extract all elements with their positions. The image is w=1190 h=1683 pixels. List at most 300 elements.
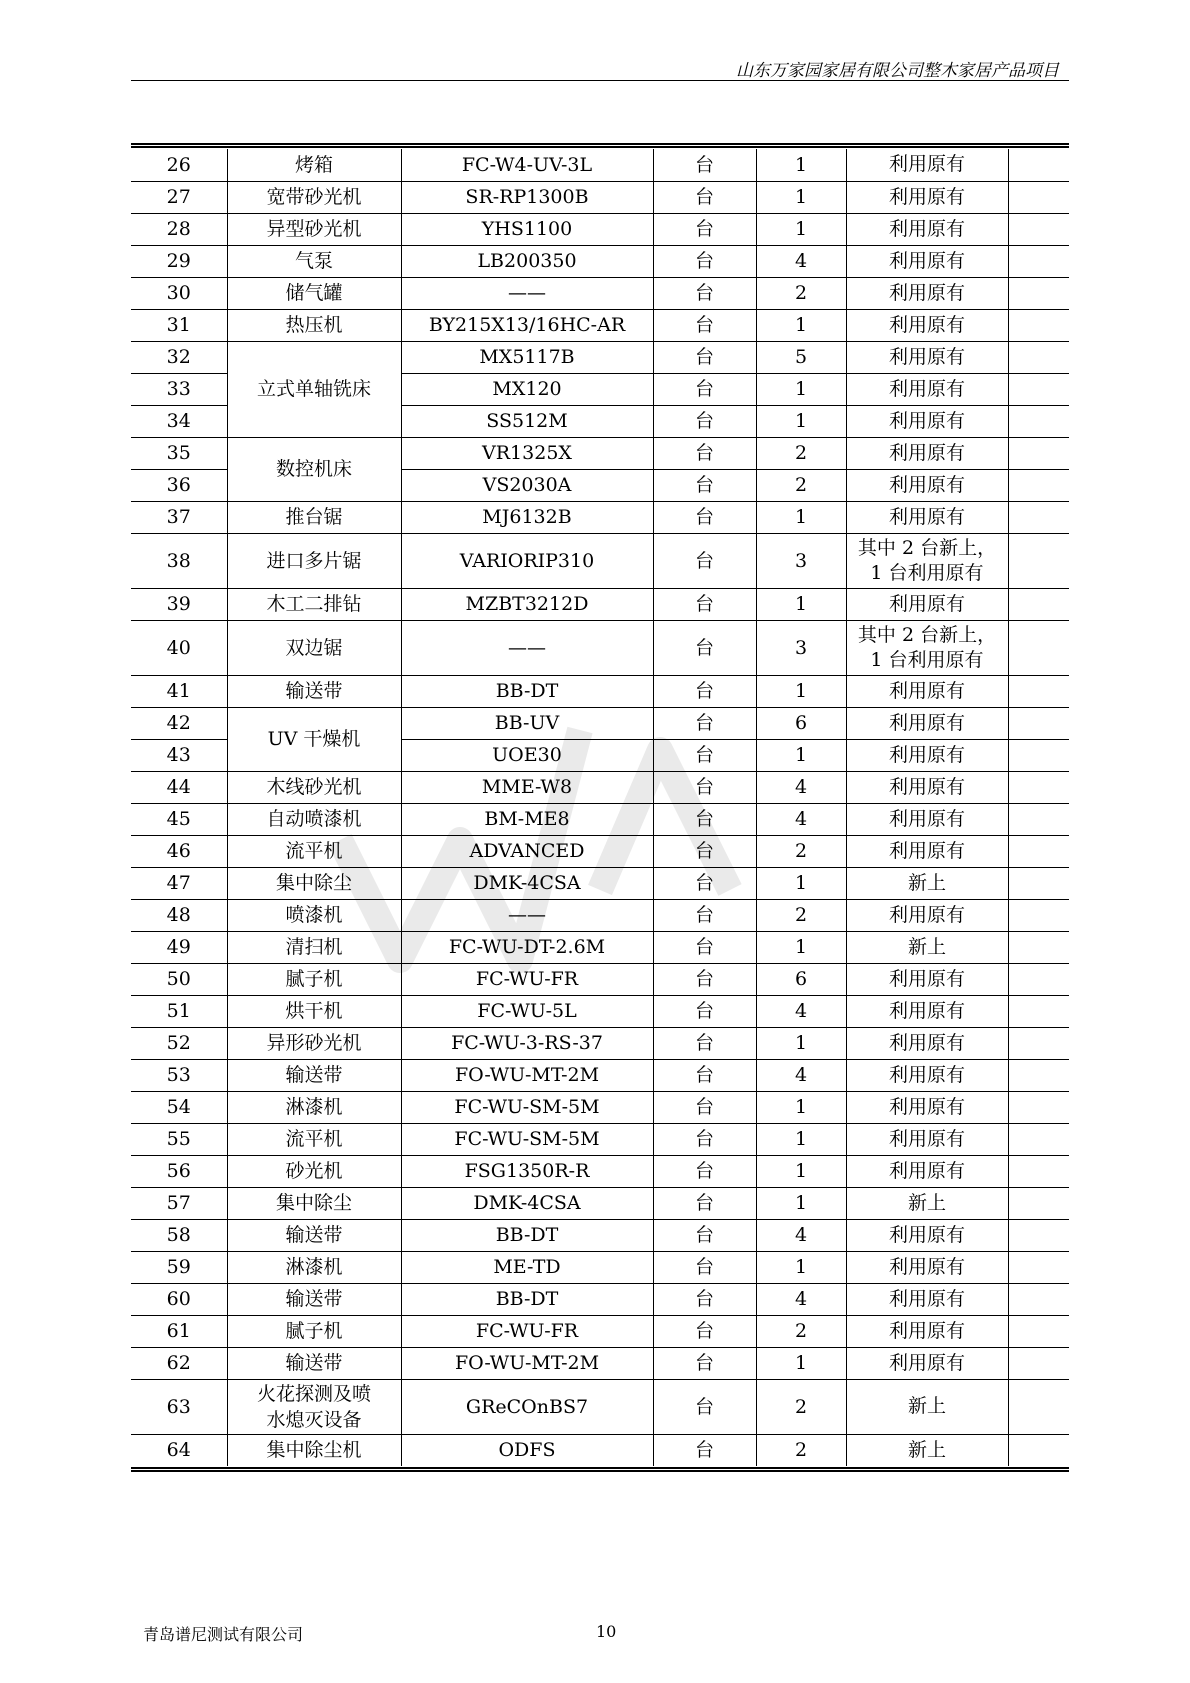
table-row bbox=[131, 675, 1069, 707]
cell-unit: 台 bbox=[653, 469, 756, 501]
cell-unit: 台 bbox=[653, 1027, 756, 1059]
cell-equipment-name: 木线砂光机 bbox=[227, 771, 401, 803]
cell-unit: 台 bbox=[653, 1091, 756, 1123]
cell-model: FC-WU-FR bbox=[401, 1315, 653, 1347]
cell-unit: 台 bbox=[653, 835, 756, 867]
cell-quantity: 2 bbox=[756, 899, 846, 931]
cell-index: 47 bbox=[131, 867, 227, 899]
cell-note: 利用原有 bbox=[846, 469, 1008, 501]
cell-model: FC-WU-DT-2.6M bbox=[401, 931, 653, 963]
cell-unit: 台 bbox=[653, 405, 756, 437]
cell-model: ME-TD bbox=[401, 1251, 653, 1283]
cell-equipment-name: 自动喷漆机 bbox=[227, 803, 401, 835]
cell-equipment-name: 宽带砂光机 bbox=[227, 181, 401, 213]
cell-model: BB-DT bbox=[401, 1219, 653, 1251]
cell-unit: 台 bbox=[653, 1283, 756, 1315]
table-row bbox=[131, 1251, 1069, 1283]
cell-note: 利用原有 bbox=[846, 1315, 1008, 1347]
footer-company: 青岛谱尼测试有限公司 bbox=[143, 1625, 304, 1644]
cell-equipment-name: 清扫机 bbox=[227, 931, 401, 963]
cell-index: 32 bbox=[131, 341, 227, 373]
table-row bbox=[131, 995, 1069, 1027]
table-row bbox=[131, 1379, 1069, 1434]
cell-note: 利用原有 bbox=[846, 501, 1008, 533]
cell-model: MX120 bbox=[401, 373, 653, 405]
cell-quantity: 1 bbox=[756, 501, 846, 533]
cell-index: 38 bbox=[131, 533, 227, 588]
cell-note: 利用原有 bbox=[846, 1091, 1008, 1123]
cell-quantity: 1 bbox=[756, 1251, 846, 1283]
table-row bbox=[131, 1187, 1069, 1219]
cell-unit: 台 bbox=[653, 707, 756, 739]
cell-blank bbox=[1008, 867, 1069, 899]
cell-equipment-name: 烤箱 bbox=[227, 149, 401, 181]
cell-equipment-name: 流平机 bbox=[227, 835, 401, 867]
cell-quantity: 1 bbox=[756, 213, 846, 245]
cell-unit: 台 bbox=[653, 437, 756, 469]
cell-blank bbox=[1008, 1219, 1069, 1251]
cell-unit: 台 bbox=[653, 181, 756, 213]
cell-unit: 台 bbox=[653, 1347, 756, 1379]
cell-note: 利用原有 bbox=[846, 963, 1008, 995]
cell-unit: 台 bbox=[653, 213, 756, 245]
table-row bbox=[131, 803, 1069, 835]
cell-quantity: 2 bbox=[756, 277, 846, 309]
table-row bbox=[131, 620, 1069, 675]
cell-model: BM-ME8 bbox=[401, 803, 653, 835]
cell-note: 利用原有 bbox=[846, 1283, 1008, 1315]
cell-equipment-name: 异形砂光机 bbox=[227, 1027, 401, 1059]
cell-note: 利用原有 bbox=[846, 149, 1008, 181]
cell-quantity: 2 bbox=[756, 1379, 846, 1434]
cell-blank bbox=[1008, 405, 1069, 437]
cell-blank bbox=[1008, 1187, 1069, 1219]
table-row bbox=[131, 1027, 1069, 1059]
cell-note: 利用原有 bbox=[846, 995, 1008, 1027]
cell-model: BY215X13/16HC-AR bbox=[401, 309, 653, 341]
table-row bbox=[131, 1347, 1069, 1379]
cell-note: 利用原有 bbox=[846, 1251, 1008, 1283]
cell-note: 利用原有 bbox=[846, 309, 1008, 341]
cell-note: 利用原有 bbox=[846, 341, 1008, 373]
cell-model: FC-WU-3-RS-37 bbox=[401, 1027, 653, 1059]
cell-model: FSG1350R-R bbox=[401, 1155, 653, 1187]
cell-note: 利用原有 bbox=[846, 245, 1008, 277]
cell-index: 43 bbox=[131, 739, 227, 771]
cell-note: 利用原有 bbox=[846, 899, 1008, 931]
cell-index: 62 bbox=[131, 1347, 227, 1379]
cell-quantity: 1 bbox=[756, 373, 846, 405]
cell-index: 53 bbox=[131, 1059, 227, 1091]
cell-index: 56 bbox=[131, 1155, 227, 1187]
page-header: 山东万家园家居有限公司整木家居产品项目 bbox=[736, 61, 1059, 81]
table-row bbox=[131, 1123, 1069, 1155]
cell-unit: 台 bbox=[653, 1059, 756, 1091]
cell-quantity: 4 bbox=[756, 1219, 846, 1251]
cell-unit: 台 bbox=[653, 341, 756, 373]
cell-unit: 台 bbox=[653, 899, 756, 931]
cell-note: 利用原有 bbox=[846, 373, 1008, 405]
cell-blank bbox=[1008, 1434, 1069, 1466]
table-row bbox=[131, 213, 1069, 245]
cell-quantity: 1 bbox=[756, 181, 846, 213]
cell-blank bbox=[1008, 469, 1069, 501]
cell-blank bbox=[1008, 675, 1069, 707]
cell-model: VR1325X bbox=[401, 437, 653, 469]
cell-unit: 台 bbox=[653, 501, 756, 533]
cell-unit: 台 bbox=[653, 739, 756, 771]
cell-model: MX5117B bbox=[401, 341, 653, 373]
cell-equipment-name: 腻子机 bbox=[227, 963, 401, 995]
cell-equipment-name: 木工二排钻 bbox=[227, 588, 401, 620]
table-row bbox=[131, 1059, 1069, 1091]
cell-note: 其中 2 台新上， 1 台利用原有 bbox=[846, 620, 1008, 675]
cell-blank bbox=[1008, 437, 1069, 469]
cell-equipment-name: 输送带 bbox=[227, 1347, 401, 1379]
cell-equipment-name: 火花探测及喷 水熄灭设备 bbox=[227, 1379, 401, 1434]
cell-quantity: 4 bbox=[756, 995, 846, 1027]
cell-quantity: 4 bbox=[756, 245, 846, 277]
cell-quantity: 6 bbox=[756, 707, 846, 739]
cell-equipment-name: 储气罐 bbox=[227, 277, 401, 309]
cell-model: UOE30 bbox=[401, 739, 653, 771]
cell-index: 31 bbox=[131, 309, 227, 341]
cell-quantity: 3 bbox=[756, 533, 846, 588]
cell-blank bbox=[1008, 739, 1069, 771]
cell-quantity: 1 bbox=[756, 1123, 846, 1155]
cell-quantity: 1 bbox=[756, 1187, 846, 1219]
cell-quantity: 1 bbox=[756, 1347, 846, 1379]
cell-quantity: 1 bbox=[756, 1155, 846, 1187]
cell-model: ODFS bbox=[401, 1434, 653, 1466]
cell-index: 59 bbox=[131, 1251, 227, 1283]
cell-quantity: 1 bbox=[756, 931, 846, 963]
cell-model: FO-WU-MT-2M bbox=[401, 1347, 653, 1379]
cell-equipment-name: 集中除尘 bbox=[227, 1187, 401, 1219]
table-row bbox=[131, 1315, 1069, 1347]
cell-equipment-name: 双边锯 bbox=[227, 620, 401, 675]
cell-note: 利用原有 bbox=[846, 1027, 1008, 1059]
cell-blank bbox=[1008, 277, 1069, 309]
cell-quantity: 1 bbox=[756, 149, 846, 181]
cell-blank bbox=[1008, 899, 1069, 931]
cell-quantity: 2 bbox=[756, 835, 846, 867]
cell-equipment-name: 淋漆机 bbox=[227, 1091, 401, 1123]
cell-blank bbox=[1008, 1315, 1069, 1347]
cell-index: 37 bbox=[131, 501, 227, 533]
cell-note: 利用原有 bbox=[846, 1219, 1008, 1251]
cell-quantity: 6 bbox=[756, 963, 846, 995]
cell-index: 57 bbox=[131, 1187, 227, 1219]
cell-unit: 台 bbox=[653, 931, 756, 963]
cell-blank bbox=[1008, 501, 1069, 533]
cell-index: 40 bbox=[131, 620, 227, 675]
cell-index: 45 bbox=[131, 803, 227, 835]
cell-quantity: 4 bbox=[756, 1059, 846, 1091]
cell-unit: 台 bbox=[653, 1219, 756, 1251]
table-row bbox=[131, 588, 1069, 620]
cell-blank bbox=[1008, 245, 1069, 277]
cell-quantity: 1 bbox=[756, 1027, 846, 1059]
table-row bbox=[131, 149, 1069, 181]
cell-quantity: 5 bbox=[756, 341, 846, 373]
cell-blank bbox=[1008, 995, 1069, 1027]
cell-blank bbox=[1008, 963, 1069, 995]
cell-model: —— bbox=[401, 899, 653, 931]
cell-index: 28 bbox=[131, 213, 227, 245]
cell-quantity: 4 bbox=[756, 1283, 846, 1315]
table-row bbox=[131, 1434, 1069, 1466]
table-row bbox=[131, 1091, 1069, 1123]
table-row bbox=[131, 931, 1069, 963]
cell-index: 30 bbox=[131, 277, 227, 309]
cell-index: 41 bbox=[131, 675, 227, 707]
cell-index: 39 bbox=[131, 588, 227, 620]
table-row bbox=[131, 1283, 1069, 1315]
cell-blank bbox=[1008, 1283, 1069, 1315]
table-row bbox=[131, 1155, 1069, 1187]
equipment-table bbox=[131, 149, 1069, 1466]
cell-note: 利用原有 bbox=[846, 1059, 1008, 1091]
cell-note: 新上 bbox=[846, 931, 1008, 963]
cell-unit: 台 bbox=[653, 309, 756, 341]
cell-unit: 台 bbox=[653, 963, 756, 995]
cell-unit: 台 bbox=[653, 1123, 756, 1155]
cell-blank bbox=[1008, 931, 1069, 963]
cell-note: 利用原有 bbox=[846, 405, 1008, 437]
cell-blank bbox=[1008, 1251, 1069, 1283]
cell-unit: 台 bbox=[653, 588, 756, 620]
cell-equipment-name: 进口多片锯 bbox=[227, 533, 401, 588]
cell-equipment-name: 砂光机 bbox=[227, 1155, 401, 1187]
cell-equipment-name: 热压机 bbox=[227, 309, 401, 341]
cell-quantity: 1 bbox=[756, 867, 846, 899]
cell-note: 利用原有 bbox=[846, 213, 1008, 245]
cell-note: 利用原有 bbox=[846, 437, 1008, 469]
cell-index: 34 bbox=[131, 405, 227, 437]
cell-model: SS512M bbox=[401, 405, 653, 437]
cell-index: 64 bbox=[131, 1434, 227, 1466]
cell-unit: 台 bbox=[653, 867, 756, 899]
cell-index: 55 bbox=[131, 1123, 227, 1155]
cell-unit: 台 bbox=[653, 245, 756, 277]
cell-model: FC-WU-FR bbox=[401, 963, 653, 995]
header-rule bbox=[131, 80, 1069, 81]
cell-unit: 台 bbox=[653, 995, 756, 1027]
cell-model: SR-RP1300B bbox=[401, 181, 653, 213]
cell-note: 新上 bbox=[846, 1379, 1008, 1434]
cell-blank bbox=[1008, 181, 1069, 213]
cell-index: 51 bbox=[131, 995, 227, 1027]
cell-blank bbox=[1008, 1123, 1069, 1155]
cell-note: 利用原有 bbox=[846, 771, 1008, 803]
table-row bbox=[131, 963, 1069, 995]
cell-index: 46 bbox=[131, 835, 227, 867]
cell-quantity: 1 bbox=[756, 588, 846, 620]
cell-unit: 台 bbox=[653, 1251, 756, 1283]
cell-blank bbox=[1008, 149, 1069, 181]
cell-blank bbox=[1008, 1027, 1069, 1059]
cell-index: 58 bbox=[131, 1219, 227, 1251]
cell-model: VARIORIP310 bbox=[401, 533, 653, 588]
table-row bbox=[131, 1219, 1069, 1251]
cell-equipment-name: 烘干机 bbox=[227, 995, 401, 1027]
cell-note: 利用原有 bbox=[846, 675, 1008, 707]
cell-index: 36 bbox=[131, 469, 227, 501]
cell-unit: 台 bbox=[653, 1379, 756, 1434]
cell-equipment-name: 立式单轴铣床 bbox=[227, 341, 401, 437]
cell-quantity: 1 bbox=[756, 675, 846, 707]
cell-blank bbox=[1008, 620, 1069, 675]
table-row bbox=[131, 533, 1069, 588]
cell-blank bbox=[1008, 707, 1069, 739]
cell-equipment-name: 推台锯 bbox=[227, 501, 401, 533]
cell-index: 52 bbox=[131, 1027, 227, 1059]
cell-note: 利用原有 bbox=[846, 803, 1008, 835]
cell-quantity: 2 bbox=[756, 1434, 846, 1466]
table-row bbox=[131, 867, 1069, 899]
cell-index: 54 bbox=[131, 1091, 227, 1123]
table-row bbox=[131, 707, 1069, 739]
table-row bbox=[131, 309, 1069, 341]
cell-note: 利用原有 bbox=[846, 181, 1008, 213]
cell-equipment-name: 输送带 bbox=[227, 1059, 401, 1091]
cell-blank bbox=[1008, 835, 1069, 867]
cell-quantity: 1 bbox=[756, 1091, 846, 1123]
cell-blank bbox=[1008, 1347, 1069, 1379]
cell-note: 利用原有 bbox=[846, 835, 1008, 867]
cell-blank bbox=[1008, 1091, 1069, 1123]
cell-quantity: 1 bbox=[756, 739, 846, 771]
cell-model: GReCOnBS7 bbox=[401, 1379, 653, 1434]
cell-model: FO-WU-MT-2M bbox=[401, 1059, 653, 1091]
cell-index: 60 bbox=[131, 1283, 227, 1315]
cell-unit: 台 bbox=[653, 277, 756, 309]
cell-blank bbox=[1008, 373, 1069, 405]
cell-equipment-name: 气泵 bbox=[227, 245, 401, 277]
cell-model: BB-DT bbox=[401, 675, 653, 707]
cell-model: DMK-4CSA bbox=[401, 1187, 653, 1219]
cell-model: —— bbox=[401, 620, 653, 675]
cell-index: 63 bbox=[131, 1379, 227, 1434]
cell-note: 其中 2 台新上， 1 台利用原有 bbox=[846, 533, 1008, 588]
cell-quantity: 2 bbox=[756, 437, 846, 469]
cell-equipment-name: 集中除尘机 bbox=[227, 1434, 401, 1466]
cell-equipment-name: 输送带 bbox=[227, 1219, 401, 1251]
cell-model: FC-WU-5L bbox=[401, 995, 653, 1027]
cell-note: 利用原有 bbox=[846, 707, 1008, 739]
cell-equipment-name: 输送带 bbox=[227, 675, 401, 707]
cell-unit: 台 bbox=[653, 803, 756, 835]
cell-equipment-name: 流平机 bbox=[227, 1123, 401, 1155]
cell-quantity: 2 bbox=[756, 1315, 846, 1347]
cell-index: 27 bbox=[131, 181, 227, 213]
cell-model: LB200350 bbox=[401, 245, 653, 277]
page-number: 10 bbox=[596, 1622, 617, 1641]
cell-unit: 台 bbox=[653, 1315, 756, 1347]
cell-model: FC-WU-SM-5M bbox=[401, 1123, 653, 1155]
cell-quantity: 3 bbox=[756, 620, 846, 675]
table-row bbox=[131, 899, 1069, 931]
table-row bbox=[131, 245, 1069, 277]
cell-unit: 台 bbox=[653, 533, 756, 588]
cell-unit: 台 bbox=[653, 1434, 756, 1466]
cell-blank bbox=[1008, 803, 1069, 835]
cell-model: BB-DT bbox=[401, 1283, 653, 1315]
cell-model: VS2030A bbox=[401, 469, 653, 501]
cell-model: ADVANCED bbox=[401, 835, 653, 867]
cell-blank bbox=[1008, 1155, 1069, 1187]
cell-index: 26 bbox=[131, 149, 227, 181]
cell-unit: 台 bbox=[653, 1187, 756, 1219]
cell-blank bbox=[1008, 341, 1069, 373]
cell-quantity: 4 bbox=[756, 771, 846, 803]
cell-quantity: 1 bbox=[756, 405, 846, 437]
cell-note: 新上 bbox=[846, 867, 1008, 899]
table-row bbox=[131, 437, 1069, 469]
cell-index: 50 bbox=[131, 963, 227, 995]
table-row bbox=[131, 835, 1069, 867]
cell-note: 利用原有 bbox=[846, 1347, 1008, 1379]
table-row bbox=[131, 501, 1069, 533]
cell-index: 42 bbox=[131, 707, 227, 739]
cell-unit: 台 bbox=[653, 1155, 756, 1187]
cell-model: BB-UV bbox=[401, 707, 653, 739]
cell-note: 利用原有 bbox=[846, 1123, 1008, 1155]
cell-blank bbox=[1008, 1059, 1069, 1091]
cell-blank bbox=[1008, 771, 1069, 803]
cell-note: 利用原有 bbox=[846, 739, 1008, 771]
cell-equipment-name: 集中除尘 bbox=[227, 867, 401, 899]
cell-note: 利用原有 bbox=[846, 588, 1008, 620]
cell-index: 48 bbox=[131, 899, 227, 931]
cell-model: DMK-4CSA bbox=[401, 867, 653, 899]
cell-equipment-name: 腻子机 bbox=[227, 1315, 401, 1347]
cell-equipment-name: 喷漆机 bbox=[227, 899, 401, 931]
cell-index: 61 bbox=[131, 1315, 227, 1347]
cell-unit: 台 bbox=[653, 149, 756, 181]
cell-model: MJ6132B bbox=[401, 501, 653, 533]
cell-quantity: 1 bbox=[756, 309, 846, 341]
cell-index: 33 bbox=[131, 373, 227, 405]
cell-blank bbox=[1008, 213, 1069, 245]
cell-quantity: 4 bbox=[756, 803, 846, 835]
cell-model: —— bbox=[401, 277, 653, 309]
cell-blank bbox=[1008, 588, 1069, 620]
cell-equipment-name: 淋漆机 bbox=[227, 1251, 401, 1283]
cell-index: 44 bbox=[131, 771, 227, 803]
table-row bbox=[131, 277, 1069, 309]
table-row bbox=[131, 181, 1069, 213]
cell-blank bbox=[1008, 533, 1069, 588]
cell-quantity: 2 bbox=[756, 469, 846, 501]
cell-note: 利用原有 bbox=[846, 1155, 1008, 1187]
cell-blank bbox=[1008, 1379, 1069, 1434]
cell-note: 新上 bbox=[846, 1434, 1008, 1466]
cell-unit: 台 bbox=[653, 620, 756, 675]
cell-equipment-name: UV 干燥机 bbox=[227, 707, 401, 771]
table-row bbox=[131, 341, 1069, 373]
cell-index: 35 bbox=[131, 437, 227, 469]
cell-unit: 台 bbox=[653, 373, 756, 405]
table-row bbox=[131, 771, 1069, 803]
cell-blank bbox=[1008, 309, 1069, 341]
cell-model: MZBT3212D bbox=[401, 588, 653, 620]
cell-note: 利用原有 bbox=[846, 277, 1008, 309]
cell-note: 新上 bbox=[846, 1187, 1008, 1219]
cell-index: 29 bbox=[131, 245, 227, 277]
cell-model: FC-W4-UV-3L bbox=[401, 149, 653, 181]
